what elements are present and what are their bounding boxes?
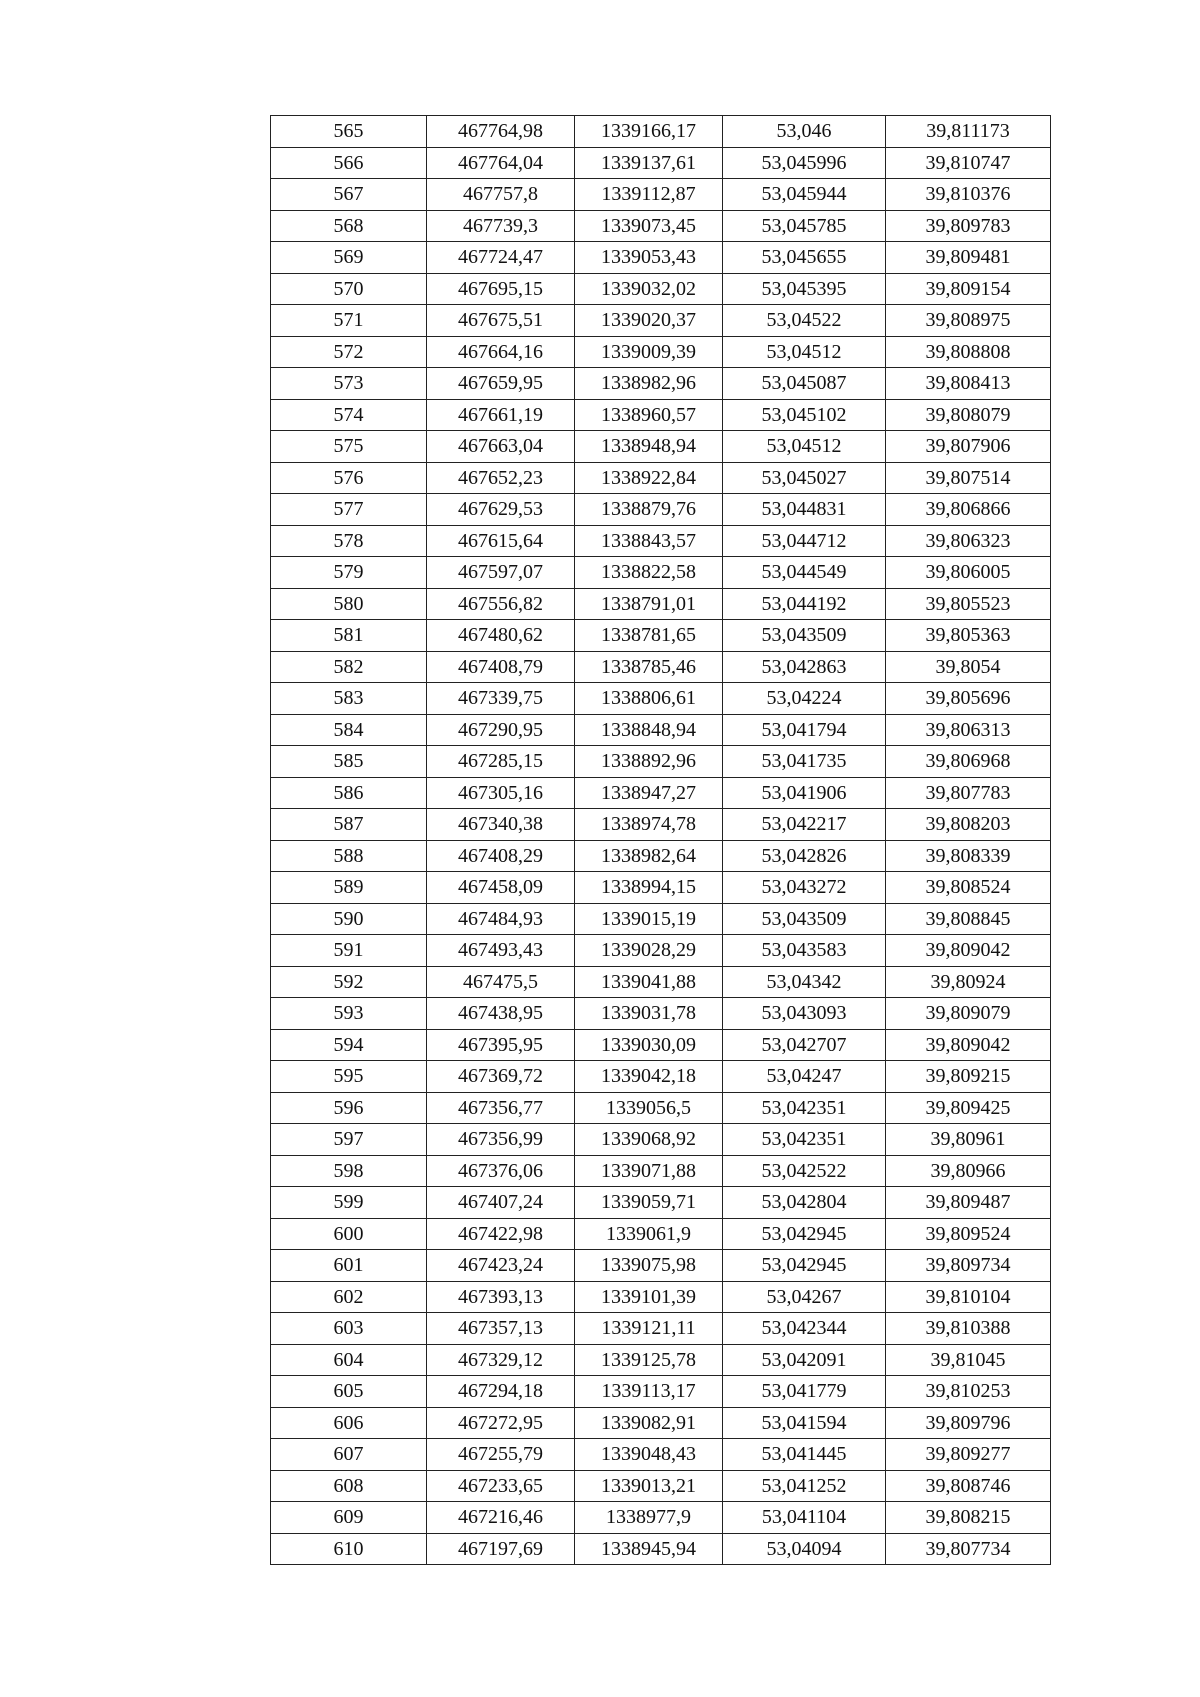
y-coordinate-cell: 1339125,78 <box>575 1344 723 1376</box>
table-row <box>271 1313 1051 1345</box>
table-row <box>271 777 1051 809</box>
longitude-cell: 39,809734 <box>886 1250 1051 1282</box>
x-coordinate-cell: 467423,24 <box>427 1250 575 1282</box>
point-number-cell: 574 <box>271 399 427 431</box>
table-row <box>271 179 1051 211</box>
table-row <box>271 1218 1051 1250</box>
longitude-cell: 39,805523 <box>886 588 1051 620</box>
point-number-cell: 575 <box>271 431 427 463</box>
x-coordinate-cell: 467272,95 <box>427 1407 575 1439</box>
point-number-cell: 587 <box>271 809 427 841</box>
point-number-cell: 571 <box>271 305 427 337</box>
latitude-cell: 53,04224 <box>723 683 886 715</box>
table-row <box>271 462 1051 494</box>
table-row <box>271 714 1051 746</box>
latitude-cell: 53,04512 <box>723 431 886 463</box>
latitude-cell: 53,042522 <box>723 1155 886 1187</box>
table-row <box>271 1407 1051 1439</box>
longitude-cell: 39,808524 <box>886 872 1051 904</box>
point-number-cell: 600 <box>271 1218 427 1250</box>
longitude-cell: 39,808845 <box>886 903 1051 935</box>
y-coordinate-cell: 1339030,09 <box>575 1029 723 1061</box>
longitude-cell: 39,808413 <box>886 368 1051 400</box>
y-coordinate-cell: 1339061,9 <box>575 1218 723 1250</box>
y-coordinate-cell: 1338892,96 <box>575 746 723 778</box>
point-number-cell: 590 <box>271 903 427 935</box>
point-number-cell: 605 <box>271 1376 427 1408</box>
x-coordinate-cell: 467305,16 <box>427 777 575 809</box>
table-row <box>271 683 1051 715</box>
latitude-cell: 53,043272 <box>723 872 886 904</box>
latitude-cell: 53,042351 <box>723 1124 886 1156</box>
latitude-cell: 53,045655 <box>723 242 886 274</box>
longitude-cell: 39,810388 <box>886 1313 1051 1345</box>
x-coordinate-cell: 467356,77 <box>427 1092 575 1124</box>
point-number-cell: 567 <box>271 179 427 211</box>
y-coordinate-cell: 1338945,94 <box>575 1533 723 1565</box>
y-coordinate-cell: 1338879,76 <box>575 494 723 526</box>
x-coordinate-cell: 467675,51 <box>427 305 575 337</box>
longitude-cell: 39,806866 <box>886 494 1051 526</box>
point-number-cell: 569 <box>271 242 427 274</box>
x-coordinate-cell: 467393,13 <box>427 1281 575 1313</box>
y-coordinate-cell: 1339015,19 <box>575 903 723 935</box>
point-number-cell: 606 <box>271 1407 427 1439</box>
y-coordinate-cell: 1338822,58 <box>575 557 723 589</box>
latitude-cell: 53,041735 <box>723 746 886 778</box>
table-row <box>271 147 1051 179</box>
x-coordinate-cell: 467652,23 <box>427 462 575 494</box>
latitude-cell: 53,041445 <box>723 1439 886 1471</box>
x-coordinate-cell: 467458,09 <box>427 872 575 904</box>
table-row <box>271 1439 1051 1471</box>
point-number-cell: 601 <box>271 1250 427 1282</box>
x-coordinate-cell: 467764,98 <box>427 116 575 148</box>
point-number-cell: 596 <box>271 1092 427 1124</box>
latitude-cell: 53,043583 <box>723 935 886 967</box>
longitude-cell: 39,808079 <box>886 399 1051 431</box>
point-number-cell: 583 <box>271 683 427 715</box>
x-coordinate-cell: 467376,06 <box>427 1155 575 1187</box>
x-coordinate-cell: 467329,12 <box>427 1344 575 1376</box>
x-coordinate-cell: 467408,79 <box>427 651 575 683</box>
latitude-cell: 53,04267 <box>723 1281 886 1313</box>
latitude-cell: 53,046 <box>723 116 886 148</box>
longitude-cell: 39,809277 <box>886 1439 1051 1471</box>
point-number-cell: 576 <box>271 462 427 494</box>
latitude-cell: 53,045785 <box>723 210 886 242</box>
latitude-cell: 53,041252 <box>723 1470 886 1502</box>
y-coordinate-cell: 1338781,65 <box>575 620 723 652</box>
table-row <box>271 305 1051 337</box>
longitude-cell: 39,806323 <box>886 525 1051 557</box>
point-number-cell: 597 <box>271 1124 427 1156</box>
x-coordinate-cell: 467216,46 <box>427 1502 575 1534</box>
point-number-cell: 568 <box>271 210 427 242</box>
latitude-cell: 53,042217 <box>723 809 886 841</box>
latitude-cell: 53,044192 <box>723 588 886 620</box>
latitude-cell: 53,04247 <box>723 1061 886 1093</box>
point-number-cell: 603 <box>271 1313 427 1345</box>
y-coordinate-cell: 1338948,94 <box>575 431 723 463</box>
longitude-cell: 39,809783 <box>886 210 1051 242</box>
table-row <box>271 368 1051 400</box>
latitude-cell: 53,045087 <box>723 368 886 400</box>
table-row <box>271 998 1051 1030</box>
longitude-cell: 39,811173 <box>886 116 1051 148</box>
y-coordinate-cell: 1338785,46 <box>575 651 723 683</box>
latitude-cell: 53,042707 <box>723 1029 886 1061</box>
point-number-cell: 591 <box>271 935 427 967</box>
longitude-cell: 39,810376 <box>886 179 1051 211</box>
x-coordinate-cell: 467290,95 <box>427 714 575 746</box>
x-coordinate-cell: 467739,3 <box>427 210 575 242</box>
point-number-cell: 604 <box>271 1344 427 1376</box>
y-coordinate-cell: 1339059,71 <box>575 1187 723 1219</box>
x-coordinate-cell: 467764,04 <box>427 147 575 179</box>
table-row <box>271 273 1051 305</box>
y-coordinate-cell: 1339101,39 <box>575 1281 723 1313</box>
latitude-cell: 53,044831 <box>723 494 886 526</box>
latitude-cell: 53,045996 <box>723 147 886 179</box>
longitude-cell: 39,806313 <box>886 714 1051 746</box>
latitude-cell: 53,042804 <box>723 1187 886 1219</box>
point-number-cell: 592 <box>271 966 427 998</box>
table-row <box>271 1376 1051 1408</box>
x-coordinate-cell: 467369,72 <box>427 1061 575 1093</box>
y-coordinate-cell: 1338848,94 <box>575 714 723 746</box>
point-number-cell: 579 <box>271 557 427 589</box>
longitude-cell: 39,810104 <box>886 1281 1051 1313</box>
table-row <box>271 1124 1051 1156</box>
y-coordinate-cell: 1338994,15 <box>575 872 723 904</box>
y-coordinate-cell: 1339121,11 <box>575 1313 723 1345</box>
table-row <box>271 1250 1051 1282</box>
longitude-cell: 39,80924 <box>886 966 1051 998</box>
y-coordinate-cell: 1339009,39 <box>575 336 723 368</box>
point-number-cell: 573 <box>271 368 427 400</box>
y-coordinate-cell: 1338843,57 <box>575 525 723 557</box>
longitude-cell: 39,806005 <box>886 557 1051 589</box>
y-coordinate-cell: 1339137,61 <box>575 147 723 179</box>
longitude-cell: 39,808975 <box>886 305 1051 337</box>
point-number-cell: 577 <box>271 494 427 526</box>
latitude-cell: 53,04512 <box>723 336 886 368</box>
y-coordinate-cell: 1339020,37 <box>575 305 723 337</box>
point-number-cell: 593 <box>271 998 427 1030</box>
longitude-cell: 39,809154 <box>886 273 1051 305</box>
longitude-cell: 39,80961 <box>886 1124 1051 1156</box>
y-coordinate-cell: 1339075,98 <box>575 1250 723 1282</box>
x-coordinate-cell: 467475,5 <box>427 966 575 998</box>
table-row <box>271 1502 1051 1534</box>
latitude-cell: 53,041794 <box>723 714 886 746</box>
table-row <box>271 399 1051 431</box>
latitude-cell: 53,045027 <box>723 462 886 494</box>
y-coordinate-cell: 1338977,9 <box>575 1502 723 1534</box>
table-row <box>271 1092 1051 1124</box>
longitude-cell: 39,809524 <box>886 1218 1051 1250</box>
x-coordinate-cell: 467356,99 <box>427 1124 575 1156</box>
point-number-cell: 582 <box>271 651 427 683</box>
x-coordinate-cell: 467724,47 <box>427 242 575 274</box>
x-coordinate-cell: 467664,16 <box>427 336 575 368</box>
x-coordinate-cell: 467395,95 <box>427 1029 575 1061</box>
point-number-cell: 607 <box>271 1439 427 1471</box>
x-coordinate-cell: 467294,18 <box>427 1376 575 1408</box>
y-coordinate-cell: 1339068,92 <box>575 1124 723 1156</box>
point-number-cell: 566 <box>271 147 427 179</box>
x-coordinate-cell: 467661,19 <box>427 399 575 431</box>
y-coordinate-cell: 1339073,45 <box>575 210 723 242</box>
latitude-cell: 53,043509 <box>723 620 886 652</box>
y-coordinate-cell: 1339013,21 <box>575 1470 723 1502</box>
longitude-cell: 39,809796 <box>886 1407 1051 1439</box>
latitude-cell: 53,04522 <box>723 305 886 337</box>
point-number-cell: 588 <box>271 840 427 872</box>
y-coordinate-cell: 1339031,78 <box>575 998 723 1030</box>
point-number-cell: 608 <box>271 1470 427 1502</box>
x-coordinate-cell: 467629,53 <box>427 494 575 526</box>
table-row <box>271 1281 1051 1313</box>
latitude-cell: 53,045102 <box>723 399 886 431</box>
longitude-cell: 39,807783 <box>886 777 1051 809</box>
longitude-cell: 39,809042 <box>886 935 1051 967</box>
latitude-cell: 53,041104 <box>723 1502 886 1534</box>
table-row <box>271 1029 1051 1061</box>
y-coordinate-cell: 1339056,5 <box>575 1092 723 1124</box>
x-coordinate-cell: 467757,8 <box>427 179 575 211</box>
latitude-cell: 53,04342 <box>723 966 886 998</box>
longitude-cell: 39,805696 <box>886 683 1051 715</box>
y-coordinate-cell: 1338947,27 <box>575 777 723 809</box>
x-coordinate-cell: 467597,07 <box>427 557 575 589</box>
x-coordinate-cell: 467407,24 <box>427 1187 575 1219</box>
latitude-cell: 53,042863 <box>723 651 886 683</box>
latitude-cell: 53,045944 <box>723 179 886 211</box>
point-number-cell: 584 <box>271 714 427 746</box>
y-coordinate-cell: 1338806,61 <box>575 683 723 715</box>
coordinates-table-body <box>271 116 1051 1565</box>
latitude-cell: 53,044549 <box>723 557 886 589</box>
x-coordinate-cell: 467197,69 <box>427 1533 575 1565</box>
table-row <box>271 935 1051 967</box>
longitude-cell: 39,808808 <box>886 336 1051 368</box>
table-row <box>271 840 1051 872</box>
longitude-cell: 39,8054 <box>886 651 1051 683</box>
latitude-cell: 53,043509 <box>723 903 886 935</box>
longitude-cell: 39,809042 <box>886 1029 1051 1061</box>
table-row <box>271 1344 1051 1376</box>
point-number-cell: 594 <box>271 1029 427 1061</box>
latitude-cell: 53,042091 <box>723 1344 886 1376</box>
point-number-cell: 586 <box>271 777 427 809</box>
x-coordinate-cell: 467422,98 <box>427 1218 575 1250</box>
table-row <box>271 903 1051 935</box>
x-coordinate-cell: 467663,04 <box>427 431 575 463</box>
longitude-cell: 39,809079 <box>886 998 1051 1030</box>
table-row <box>271 1061 1051 1093</box>
latitude-cell: 53,04094 <box>723 1533 886 1565</box>
y-coordinate-cell: 1339113,17 <box>575 1376 723 1408</box>
y-coordinate-cell: 1338982,64 <box>575 840 723 872</box>
point-number-cell: 580 <box>271 588 427 620</box>
y-coordinate-cell: 1339071,88 <box>575 1155 723 1187</box>
point-number-cell: 572 <box>271 336 427 368</box>
y-coordinate-cell: 1339166,17 <box>575 116 723 148</box>
point-number-cell: 602 <box>271 1281 427 1313</box>
longitude-cell: 39,808339 <box>886 840 1051 872</box>
x-coordinate-cell: 467408,29 <box>427 840 575 872</box>
longitude-cell: 39,80966 <box>886 1155 1051 1187</box>
table-row <box>271 809 1051 841</box>
latitude-cell: 53,042344 <box>723 1313 886 1345</box>
latitude-cell: 53,041594 <box>723 1407 886 1439</box>
y-coordinate-cell: 1338982,96 <box>575 368 723 400</box>
latitude-cell: 53,044712 <box>723 525 886 557</box>
table-row <box>271 431 1051 463</box>
longitude-cell: 39,809425 <box>886 1092 1051 1124</box>
x-coordinate-cell: 467484,93 <box>427 903 575 935</box>
table-row <box>271 1470 1051 1502</box>
table-row <box>271 336 1051 368</box>
table-row <box>271 1533 1051 1565</box>
coordinates-table <box>270 115 1051 1565</box>
latitude-cell: 53,042945 <box>723 1218 886 1250</box>
point-number-cell: 599 <box>271 1187 427 1219</box>
point-number-cell: 598 <box>271 1155 427 1187</box>
latitude-cell: 53,042945 <box>723 1250 886 1282</box>
point-number-cell: 595 <box>271 1061 427 1093</box>
y-coordinate-cell: 1339032,02 <box>575 273 723 305</box>
y-coordinate-cell: 1339048,43 <box>575 1439 723 1471</box>
longitude-cell: 39,807514 <box>886 462 1051 494</box>
table-row <box>271 1155 1051 1187</box>
table-row <box>271 525 1051 557</box>
x-coordinate-cell: 467493,43 <box>427 935 575 967</box>
y-coordinate-cell: 1339041,88 <box>575 966 723 998</box>
table-row <box>271 588 1051 620</box>
table-row <box>271 116 1051 148</box>
point-number-cell: 585 <box>271 746 427 778</box>
y-coordinate-cell: 1339082,91 <box>575 1407 723 1439</box>
point-number-cell: 578 <box>271 525 427 557</box>
longitude-cell: 39,808746 <box>886 1470 1051 1502</box>
latitude-cell: 53,042826 <box>723 840 886 872</box>
table-row <box>271 494 1051 526</box>
longitude-cell: 39,808203 <box>886 809 1051 841</box>
table-row <box>271 210 1051 242</box>
point-number-cell: 589 <box>271 872 427 904</box>
longitude-cell: 39,809481 <box>886 242 1051 274</box>
x-coordinate-cell: 467615,64 <box>427 525 575 557</box>
y-coordinate-cell: 1338974,78 <box>575 809 723 841</box>
y-coordinate-cell: 1338791,01 <box>575 588 723 620</box>
table-row <box>271 966 1051 998</box>
y-coordinate-cell: 1338922,84 <box>575 462 723 494</box>
x-coordinate-cell: 467340,38 <box>427 809 575 841</box>
latitude-cell: 53,042351 <box>723 1092 886 1124</box>
y-coordinate-cell: 1339112,87 <box>575 179 723 211</box>
x-coordinate-cell: 467285,15 <box>427 746 575 778</box>
y-coordinate-cell: 1339053,43 <box>575 242 723 274</box>
x-coordinate-cell: 467480,62 <box>427 620 575 652</box>
latitude-cell: 53,041779 <box>723 1376 886 1408</box>
x-coordinate-cell: 467556,82 <box>427 588 575 620</box>
longitude-cell: 39,806968 <box>886 746 1051 778</box>
y-coordinate-cell: 1339028,29 <box>575 935 723 967</box>
x-coordinate-cell: 467438,95 <box>427 998 575 1030</box>
longitude-cell: 39,809487 <box>886 1187 1051 1219</box>
table-row <box>271 651 1051 683</box>
longitude-cell: 39,807734 <box>886 1533 1051 1565</box>
x-coordinate-cell: 467233,65 <box>427 1470 575 1502</box>
point-number-cell: 610 <box>271 1533 427 1565</box>
x-coordinate-cell: 467255,79 <box>427 1439 575 1471</box>
latitude-cell: 53,041906 <box>723 777 886 809</box>
point-number-cell: 570 <box>271 273 427 305</box>
table-row <box>271 620 1051 652</box>
longitude-cell: 39,810253 <box>886 1376 1051 1408</box>
longitude-cell: 39,808215 <box>886 1502 1051 1534</box>
latitude-cell: 53,045395 <box>723 273 886 305</box>
longitude-cell: 39,805363 <box>886 620 1051 652</box>
point-number-cell: 565 <box>271 116 427 148</box>
latitude-cell: 53,043093 <box>723 998 886 1030</box>
y-coordinate-cell: 1339042,18 <box>575 1061 723 1093</box>
table-row <box>271 1187 1051 1219</box>
point-number-cell: 581 <box>271 620 427 652</box>
longitude-cell: 39,807906 <box>886 431 1051 463</box>
x-coordinate-cell: 467659,95 <box>427 368 575 400</box>
table-row <box>271 242 1051 274</box>
x-coordinate-cell: 467357,13 <box>427 1313 575 1345</box>
x-coordinate-cell: 467695,15 <box>427 273 575 305</box>
y-coordinate-cell: 1338960,57 <box>575 399 723 431</box>
table-row <box>271 557 1051 589</box>
table-row <box>271 872 1051 904</box>
longitude-cell: 39,810747 <box>886 147 1051 179</box>
x-coordinate-cell: 467339,75 <box>427 683 575 715</box>
point-number-cell: 609 <box>271 1502 427 1534</box>
table-row <box>271 746 1051 778</box>
longitude-cell: 39,809215 <box>886 1061 1051 1093</box>
longitude-cell: 39,81045 <box>886 1344 1051 1376</box>
